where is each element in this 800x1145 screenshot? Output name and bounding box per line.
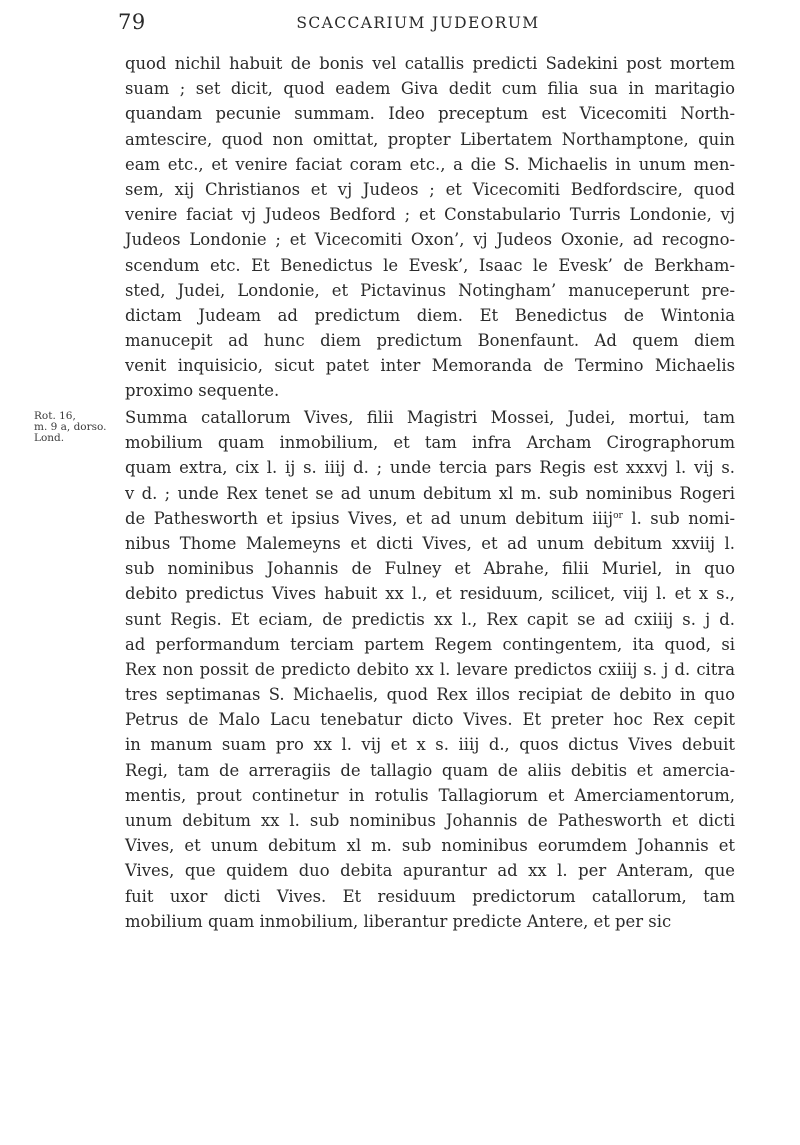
text-line: Judeos Londonie ; et Vicecomiti Oxon’, vj Judeos Oxonie, ad recogno- [125,230,735,250]
text-line: Petrus de Malo Lacu tenebatur dicto Vives. Et preter hoc Rex cepit [125,710,735,730]
margin-note-line: Rot. 16, [34,410,76,422]
text-line [125,506,735,531]
text-line: nibus Thome Malemeyns et dicti Vives, et ad unum debitum xxviij l. [125,533,735,553]
text-line: quam extra, cix l. ij s. iiij d. ; unde tercia pars Regis est xxxvj l. vij s. [125,458,735,478]
text-line: in manum suam pro xx l. vij et x s. iiij d., quos dictus Vives debuit [125,735,735,755]
text-line: sub nominibus Johannis de Fulney et Abrahe, filii Muriel, in quo [125,559,735,579]
text-line: sted, Judei, Londonie, et Pictavinus Notingham’ manuceperunt pre- [125,280,735,300]
text-line: sunt Regis. Et eciam, de predictis xx l., Rex capit se ad cxiiij s. j d. [125,609,735,629]
text-line: Rex non possit de predicto debito xx l. levare predictos cxiiij s. j d. citra [125,659,735,679]
text-line: Vives, et unum debitum xl m. sub nominibus eorumdem Johannis et [125,836,735,856]
text-line: fuit uxor dicti Vives. Et residuum predictorum catallorum, tam [125,886,735,906]
text-line: suam ; set dicit, quod eadem Giva dedit cum filia sua in maritagio [125,79,735,99]
text-line: quandam pecunie summam. Ideo preceptum est Vicecomiti North- [125,104,735,124]
text-line: Vives, que quidem duo debita apurantur ad xx l. per Anteram, que [125,861,735,881]
text-line: unum debitum xx l. sub nominibus Johannis de Pathesworth et dicti [125,811,735,830]
text-line: quod nichil habuit de bonis vel catallis predicti Sadekini post mortem [125,54,735,73]
paragraph-summa-catallorum [125,405,735,934]
text-line: mentis, prout continetur in rotulis Tallagiorum et Amerciamentorum, [125,785,735,805]
text-line: venit inquisicio, sicut patet inter Memoranda de Termino Michaelis [125,356,735,376]
margin-note-line: Lond. [34,432,65,444]
text-line: ad performandum terciam partem Regem contingentem, ita quod, si [125,634,735,654]
text-line: mobilium quam inmobilium, et tam infra Archam Cirographorum [125,433,735,453]
margin-note [34,411,120,444]
text-line: sem, xij Christianos et vj Judeos ; et Vicecomiti Bedfordscire, quod [125,179,735,199]
text-line: Regi, tam de arreragiis de tallagio quam de aliis debitis et amercia- [125,760,735,780]
text-line: tres septimanas S. Michaelis, quod Rex illos recipiat de debito in quo [125,685,735,705]
text-line: venire faciat vj Judeos Bedford ; et Constabulario Turris Londonie, vj [125,205,735,225]
superscript-abbreviation: or [613,510,623,521]
text-segment: de Pathesworth et ipsius Vives, et ad unum debitum iiij [125,508,614,528]
text-line: dictam Judeam ad predictum diem. Et Benedictus de Wintonia [125,305,735,325]
text-segment: l. sub nomi- [622,508,735,528]
text-line: amtescire, quod non omittat, propter Libertatem Northamptone, quin [125,129,735,149]
text-line: proximo sequente. [125,381,280,401]
running-title: SCACCARIUM JUDEORUM [296,14,540,32]
text-line: debito predictus Vives habuit xx l., et residuum, scilicet, viij l. et x s., [125,584,735,604]
text-line: v d. ; unde Rex tenet se ad unum debitum xl m. sub nominibus Rogeri [125,483,735,503]
text-line: eam etc., et venire faciat coram etc., a die S. Michaelis in unum men- [125,154,735,174]
paragraph-inquest [125,51,735,404]
text-line: Summa catallorum Vives, filii Magistri Mossei, Judei, mortui, tam [125,408,735,427]
text-line: mobilium quam inmobilium, liberantur predicte Antere, et per sic [125,911,672,931]
text-line: scendum etc. Et Benedictus le Evesk’, Isaac le Evesk’ de Berkham- [125,255,735,275]
text-line: manucepit ad hunc diem predictum Bonenfaunt. Ad quem diem [125,331,735,351]
running-head [118,10,718,40]
margin-note-line: m. 9 a, dorso. [34,421,107,433]
page-number: 79 [118,10,146,34]
